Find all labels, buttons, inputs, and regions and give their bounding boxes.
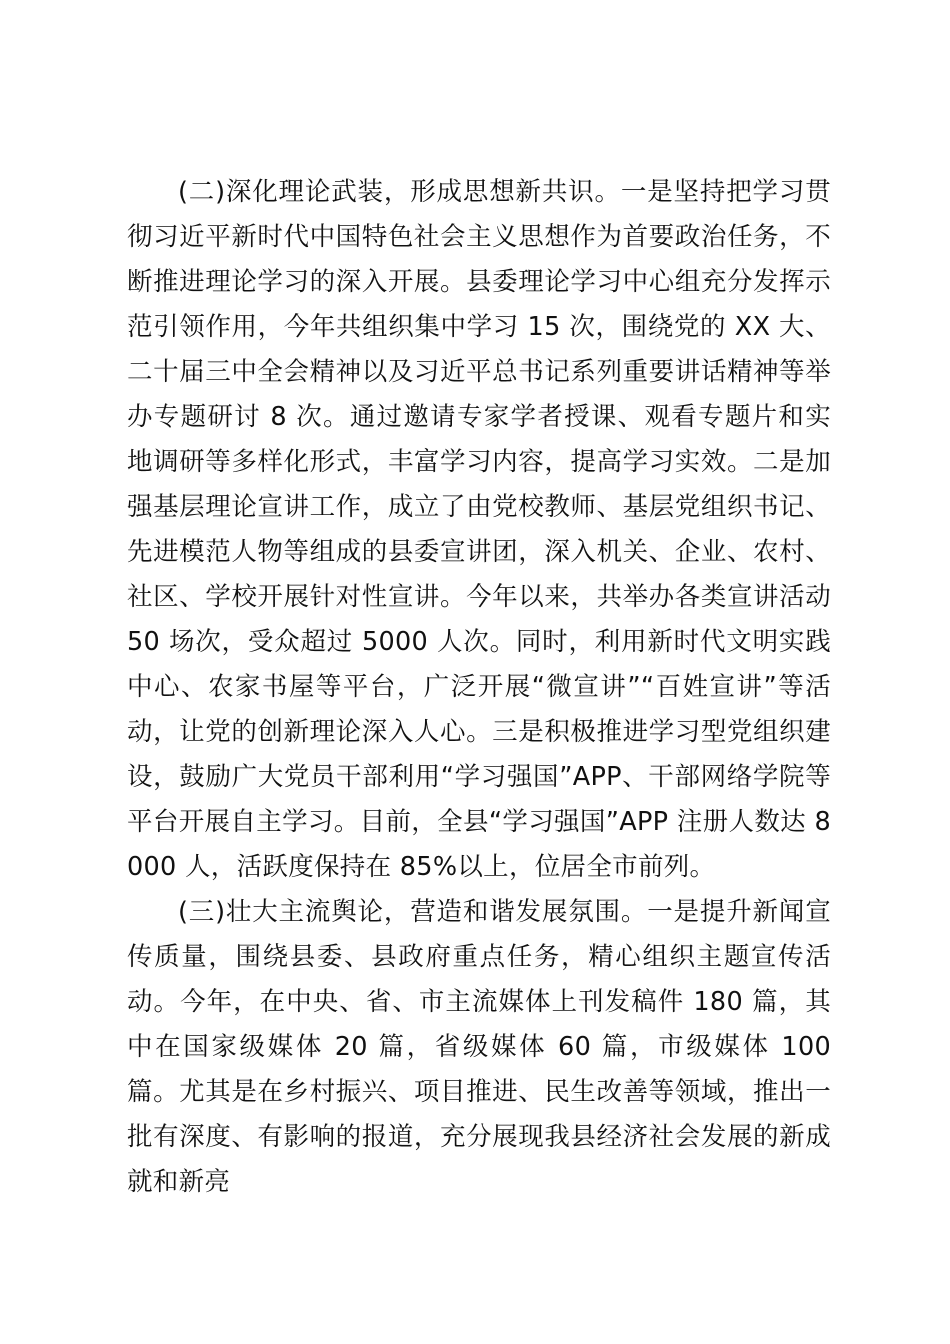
paragraph-mainstream-opinion: (三)壮大主流舆论，营造和谐发展氛围。一是提升新闻宣传质量，围绕县委、县政府重点任务，精心组织主题宣传活动。今年，在中央、省、市主流媒体上刊发稿件 180 篇，其中在国家级媒体 20 篇，省级媒体 60 篇，市级媒体 100 篇。尤其是在乡村振兴、项目推进、民生改善等领域，推出一批有深度、有影响的报道，充分展现我县经济社会发展的新成就和新亮 xyxy=(127,897,831,1197)
paragraph-theory-armament: (二)深化理论武装，形成思想新共识。一是坚持把学习贯彻习近平新时代中国特色社会主义思想作为首要政治任务，不断推进理论学习的深入开展。县委理论学习中心组充分发挥示范引领作用，今年共组织集中学习 15 次，围绕党的 XX 大、二十届三中全会精神以及习近平总书记系列重要讲话精神等举办专题研讨 8 次。通过邀请专家学者授课、观看专题片和实地调研等多样化形式，丰富学习内容，提高学习实效。二是加强基层理论宣讲工作，成立了由党校教师、基层党组织书记、先进模范人物等组成的县委宣讲团，深入机关、企业、农村、社区、学校开展针对性宣讲。今年以来，共举办各类宣讲活动 50 场次，受众超过 5000 人次。同时，利用新时代文明实践中心、农家书屋等平台，广泛开展“微宣讲”“百姓宣讲”等活动，让党的创新理论深入人心。三是积极推进学习型党组织建设，鼓励广大党员干部利用“学习强国”APP、干部网络学院等平台开展自主学习。目前，全县“学习强国”APP 注册人数达 8000 人，活跃度保持在 85%以上，位居全市前列。 xyxy=(127,177,831,882)
document-body xyxy=(127,170,831,1205)
